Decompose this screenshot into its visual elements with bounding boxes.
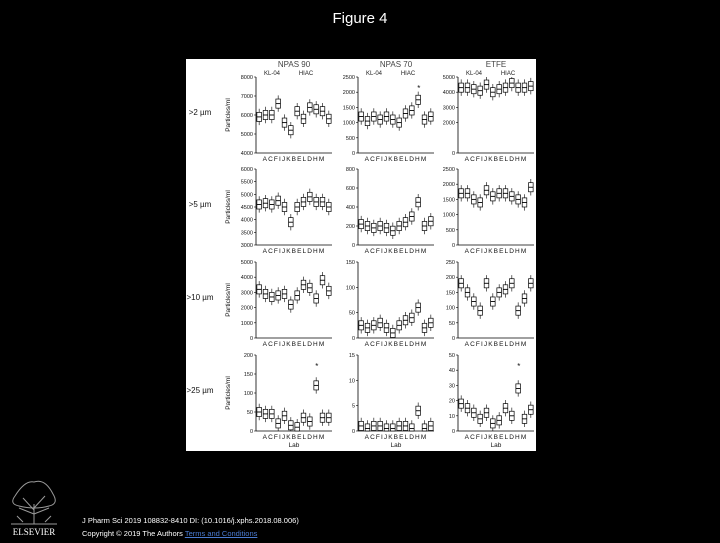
row-label: >2 µm: [188, 108, 212, 117]
y-tick-label: 1000: [442, 212, 455, 219]
y-tick-label: 3000: [442, 105, 455, 112]
elsevier-logo: [5, 476, 63, 538]
y-tick-label: 50: [246, 410, 253, 416]
x-tick-labels: ACFIJKBELDHM: [262, 248, 326, 255]
y-axis-label: Particles/ml: [225, 98, 232, 132]
y-tick-label: 1000: [240, 320, 253, 327]
y-tick-label: 8000: [240, 75, 253, 81]
y-tick-label: 4000: [240, 275, 253, 282]
y-tick-label: 3000: [240, 290, 253, 297]
y-tick-label: 0: [451, 429, 455, 435]
x-tick-labels: ACFIJKBELDHM: [262, 434, 326, 441]
figure-image: [186, 59, 536, 451]
y-tick-label: 0: [351, 243, 355, 249]
y-tick-label: 400: [345, 205, 355, 211]
y-tick-label: 0: [451, 336, 455, 342]
group-label: HIAC: [298, 71, 314, 77]
y-tick-label: 1000: [342, 120, 355, 127]
significance-mark: *: [517, 362, 521, 371]
y-tick-label: 500: [345, 135, 355, 142]
x-tick-labels: ACFIJKBELDHM: [364, 248, 428, 255]
slide-title: Figure 4: [332, 10, 388, 27]
svg-text:ELSEVIER: ELSEVIER: [12, 527, 56, 537]
y-tick-label: 100: [345, 285, 355, 292]
y-tick-label: 5500: [240, 179, 253, 186]
y-tick-label: 50: [448, 353, 455, 359]
y-tick-label: 5: [351, 403, 355, 410]
y-axis-label: Particles/ml: [225, 190, 232, 224]
y-tick-label: 6000: [240, 113, 253, 119]
x-tick-labels: ACFIJKBELDHM: [464, 156, 528, 163]
row-label: >5 µm: [188, 200, 212, 209]
x-tick-labels: ACFIJKBELDHM: [464, 341, 528, 348]
y-axis-label: Particles/ml: [225, 376, 232, 410]
x-tick-labels: ACFIJKBELDHM: [464, 434, 528, 441]
x-tick-labels: ACFIJKBELDHM: [364, 156, 428, 163]
column-title: NPAS 90: [277, 60, 311, 69]
group-label: KL-04: [465, 71, 483, 77]
significance-mark: *: [417, 84, 421, 93]
box: [391, 424, 396, 431]
y-tick-label: 50: [348, 310, 355, 317]
y-tick-label: 0: [451, 151, 455, 157]
y-tick-label: 15: [348, 353, 355, 359]
y-tick-label: 4000: [240, 151, 253, 157]
x-axis-label: Lab: [390, 442, 402, 449]
y-tick-label: 0: [351, 151, 355, 157]
y-tick-label: 200: [345, 224, 355, 230]
y-tick-label: 30: [448, 383, 455, 390]
y-tick-label: 10: [348, 378, 355, 385]
y-tick-label: 150: [445, 290, 455, 297]
y-tick-label: 5000: [240, 192, 253, 199]
box-plot-grid: [186, 59, 536, 451]
group-label: HIAC: [500, 71, 516, 77]
group-label: HIAC: [400, 71, 416, 77]
y-tick-label: 150: [243, 372, 253, 378]
y-tick-label: 40: [448, 368, 455, 375]
y-tick-label: 150: [345, 260, 355, 266]
y-tick-label: 250: [445, 260, 455, 266]
x-tick-labels: ACFIJKBELDHM: [262, 156, 326, 163]
terms-link[interactable]: Terms and Conditions: [184, 529, 258, 538]
column-title: ETFE: [485, 60, 507, 69]
y-tick-label: 800: [345, 167, 355, 173]
y-tick-label: 100: [243, 391, 253, 397]
y-tick-label: 3500: [240, 230, 253, 237]
y-tick-label: 5000: [442, 75, 455, 81]
x-tick-labels: ACFIJKBELDHM: [464, 248, 528, 255]
x-tick-labels: ACFIJKBELDHM: [364, 434, 428, 441]
y-tick-label: 0: [249, 336, 253, 342]
y-tick-label: 0: [249, 429, 253, 435]
y-tick-label: 2500: [442, 167, 455, 173]
x-tick-labels: ACFIJKBELDHM: [262, 341, 326, 348]
box: [365, 424, 370, 431]
y-axis-label: Particles/ml: [225, 283, 232, 317]
y-tick-label: 200: [243, 353, 253, 359]
y-tick-label: 2000: [342, 90, 355, 97]
box: [410, 424, 415, 431]
y-tick-label: 10: [448, 413, 455, 420]
copyright-line: [82, 529, 257, 538]
group-label: KL-04: [365, 71, 383, 77]
box: [422, 424, 427, 431]
y-tick-label: 2000: [240, 305, 253, 312]
y-tick-label: 50: [448, 320, 455, 327]
y-tick-label: 0: [451, 243, 455, 249]
y-tick-label: 2000: [442, 182, 455, 189]
y-tick-label: 5000: [240, 132, 253, 138]
x-axis-label: Lab: [288, 442, 300, 449]
y-tick-label: 20: [448, 398, 455, 405]
y-tick-label: 500: [445, 227, 455, 234]
y-tick-label: 0: [351, 429, 355, 435]
y-tick-label: 1500: [342, 105, 355, 112]
y-tick-label: 4000: [240, 217, 253, 224]
x-tick-labels: ACFIJKBELDHM: [364, 341, 428, 348]
row-label: >10 µm: [186, 293, 214, 302]
citation-text: J Pharm Sci 2019 108832-8410 DI: (10.1016/j.xphs.2018.08.006): [82, 516, 299, 525]
y-tick-label: 100: [445, 305, 455, 312]
tree-icon: [5, 476, 63, 538]
copyright-text: Copyright © 2019 The Authors: [82, 529, 183, 538]
y-tick-label: 3000: [240, 243, 253, 249]
y-tick-label: 6000: [240, 167, 253, 173]
y-tick-label: 4500: [240, 205, 253, 211]
group-label: KL-04: [263, 71, 281, 77]
y-tick-label: 600: [345, 186, 355, 192]
y-tick-label: 5000: [240, 260, 253, 266]
y-tick-label: 7000: [240, 94, 253, 100]
y-tick-label: 1500: [442, 197, 455, 204]
y-tick-label: 2500: [342, 75, 355, 81]
significance-mark: *: [315, 362, 319, 371]
box: [384, 424, 389, 431]
y-tick-label: 0: [351, 336, 355, 342]
row-label: >25 µm: [186, 386, 214, 395]
column-title: NPAS 70: [379, 60, 413, 69]
y-tick-label: 4000: [442, 90, 455, 97]
y-tick-label: 200: [445, 275, 455, 282]
x-axis-label: Lab: [490, 442, 502, 449]
y-tick-label: 2000: [442, 120, 455, 127]
